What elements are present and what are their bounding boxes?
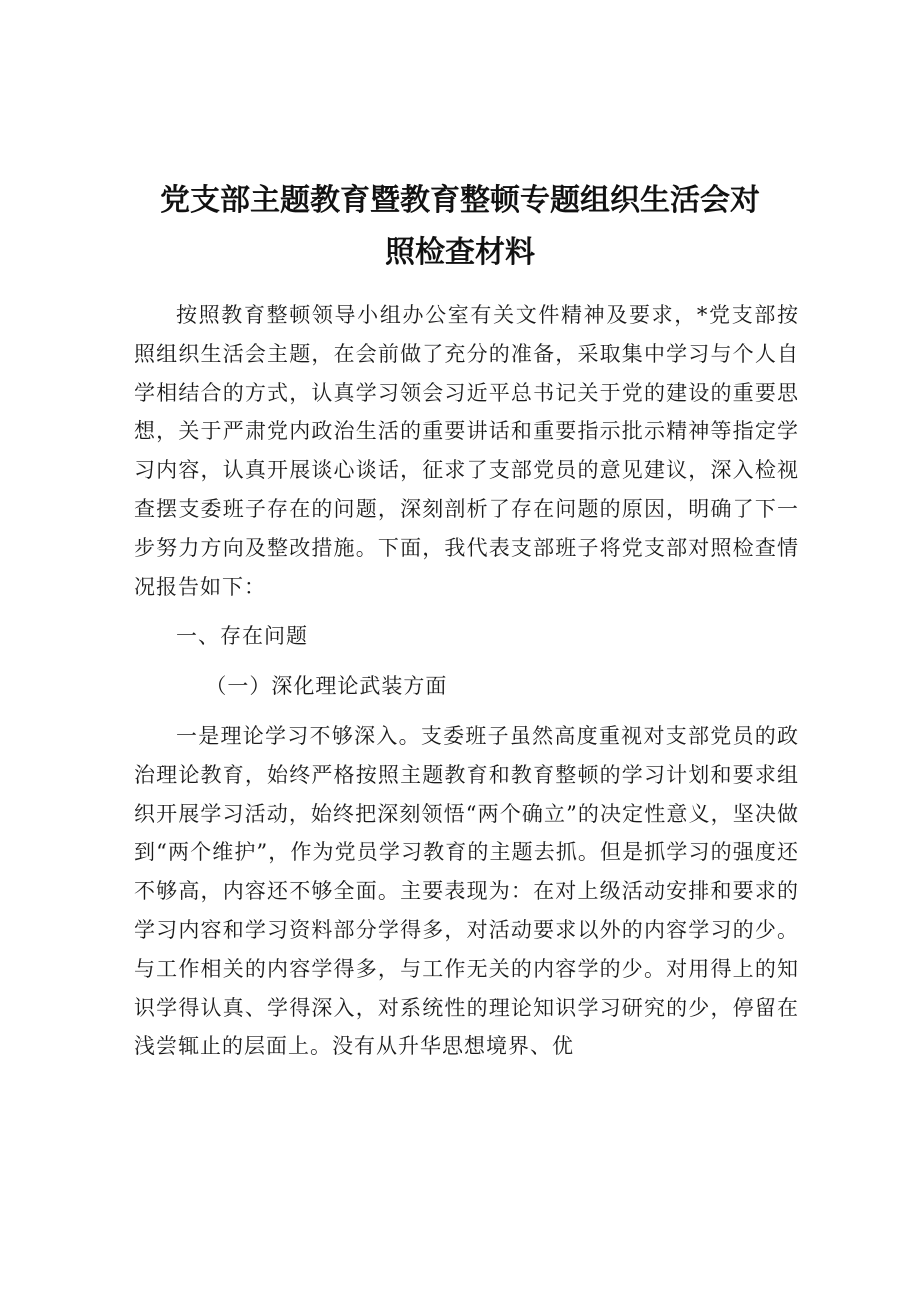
- section-heading: 一、存在问题: [176, 624, 308, 649]
- body-paragraph: 一是理论学习不够深入。支委班子虽然高度重视对支部党员的政治理论教育，始终严格按照主题教育和教育整顿的学习计划和要求组织开展学习活动，始终把深刻领悟“两个确立”的决定性意义，坚决做到“两个维护”，作为党员学习教育的主题去抓。但是抓学习的强度还不够高，内容还不够全面。主要表现为：在对上级活动安排和要求的学习内容和学习资料部分学得多，对活动要求以外的内容学习的少。与工作相关的内容学得多，与工作无关的内容学的少。对用得上的知识学得认真、学得深入，对系统性的理论知识学习研究的少，停留在浅尝辄止的层面上。没有从升华思想境界、优: [134, 723, 799, 1059]
- document-title-line-1: 党支部主题教育暨教育整顿专题组织生活会对: [160, 183, 760, 218]
- document-body: [134, 296, 799, 1066]
- intro-paragraph: 按照教育整顿领导小组办公室有关文件精神及要求，*党支部按照组织生活会主题，在会前做了充分的准备，采取集中学习与个人自学相结合的方式，认真学习领会习近平总书记关于党的建设的重要思想，关于严肃党内政治生活的重要讲话和重要指示批示精神等指定学习内容，认真开展谈心谈话，征求了支部党员的意见建议，深入检视查摆支委班子存在的问题，深刻剖析了存在问题的原因，明确了下一步努力方向及整改措施。下面，我代表支部班子将党支部对照检查情况报告如下：: [134, 303, 799, 599]
- subsection-heading: （一）深化理论武装方面: [205, 674, 448, 699]
- document-title-line-2: 照检查材料: [385, 235, 535, 270]
